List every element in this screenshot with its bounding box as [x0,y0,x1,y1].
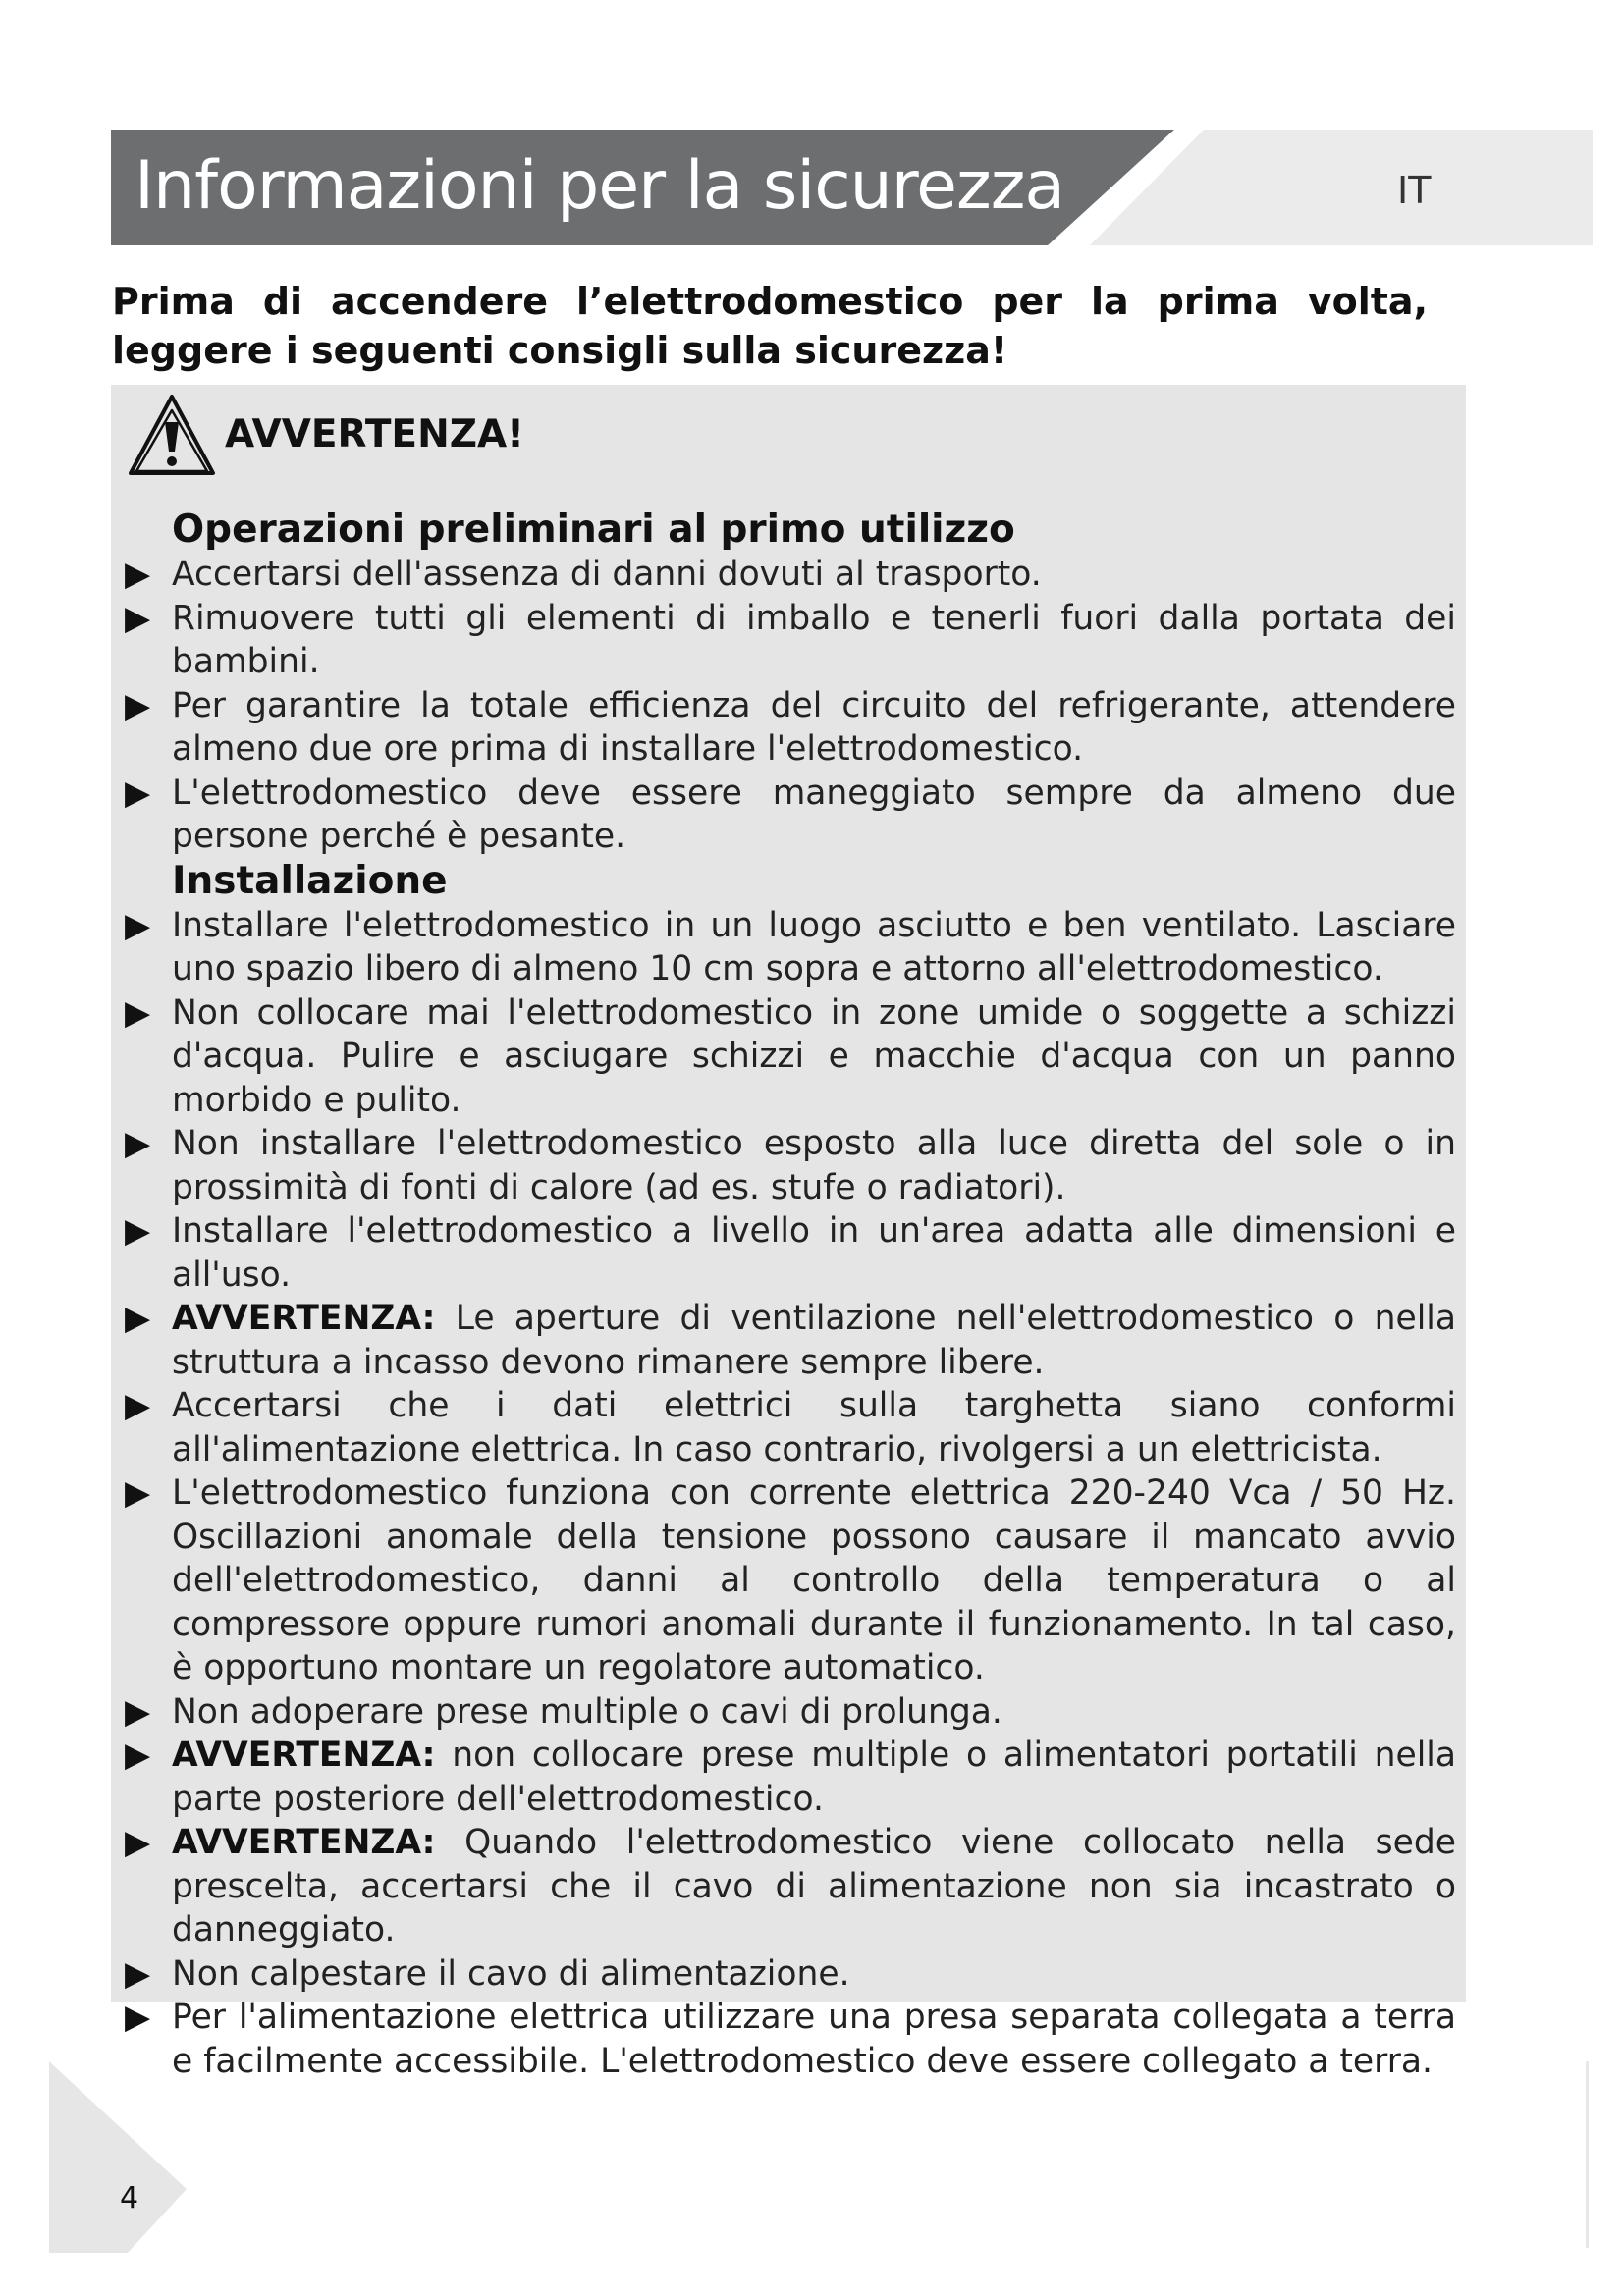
list-item [111,553,1466,597]
list-item [111,1471,1466,1690]
list-item-text: Non collocare mai l'elettrodomestico in zone umide o soggette a schizzi d'acqua. Pulire e asciugare schizzi e macchie d'acqua con un panno morbido e pulito. [172,992,1456,1120]
list-item [111,1690,1466,1735]
list-item-text: Non calpestare il cavo di alimentazione. [172,1953,850,1994]
triangle-bullet-icon: ▶ [125,1998,151,2037]
list-item [111,904,1466,991]
list-item [111,1952,1466,1997]
page-edge-line [1586,2061,1589,2248]
list-item-text: non collocare prese multiple o alimentatori portatili nella parte posteriore dell'elettrodomestico. [172,1735,1456,1819]
triangle-bullet-icon: ▶ [125,1823,151,1862]
warning-label: AVVERTENZA: [172,1735,436,1775]
triangle-bullet-icon: ▶ [125,1473,151,1513]
triangle-bullet-icon: ▶ [125,555,151,594]
list-item-text: Rimuovere tutti gli elementi di imballo e tenerli fuori dalla portata dei bambini. [172,598,1456,681]
list-item-text: Accertarsi dell'assenza di danni dovuti al trasporto. [172,555,1042,594]
safety-instructions [111,507,1466,2083]
list-item [111,991,1466,1123]
triangle-bullet-icon: ▶ [125,598,151,638]
warning-label: AVVERTENZA: [172,1823,436,1862]
triangle-bullet-icon: ▶ [125,992,151,1033]
intro-text: Prima di accendere l’elettrodomestico per la prima volta, leggere i seguenti consigli sulla sicurezza! [112,280,1428,372]
list-item [111,1734,1466,1821]
language-code: IT [1397,169,1432,212]
triangle-bullet-icon: ▶ [125,1953,151,1994]
section-list [111,904,1466,2084]
list-item [111,1209,1466,1297]
list-item-text: Per garantire la totale efficienza del circuito del refrigerante, attendere almeno due ore prima di installare l'elettrodomestico. [172,685,1456,769]
list-item-text: Non installare l'elettrodomestico esposto alla luce diretta del sole o in prossimità di fonti di calore (ad es. stufe o radiatori). [172,1124,1456,1207]
triangle-bullet-icon: ▶ [125,685,151,725]
list-item [111,1297,1466,1384]
list-item-text: Quando l'elettrodomestico viene collocato nella sede prescelta, accertarsi che il cavo di alimentazione non sia incastrato o danneggiato. [172,1823,1456,1949]
list-item-text: Per l'alimentazione elettrica utilizzare una presa separata collegata a terra e facilmente accessibile. L'elettrodomestico deve essere collegato a terra. [172,1998,1456,2081]
triangle-bullet-icon: ▶ [125,1299,151,1338]
list-item [111,772,1466,859]
warning-triangle-icon [125,391,219,481]
warning-panel [111,385,1466,2081]
list-item-text: Accertarsi che i dati elettrici sulla targhetta siano conformi all'alimentazione elettrica. In caso contrario, rivolgersi a un elettricista. [172,1386,1456,1469]
list-item-text: L'elettrodomestico deve essere maneggiato sempre da almeno due persone perché è pesante. [172,773,1456,856]
page-title: Informazioni per la sicurezza [135,147,1065,225]
list-item [111,597,1466,684]
list-item [111,684,1466,772]
page-number: 4 [120,2181,139,2216]
list-item-text: Installare l'elettrodomestico in un luogo asciutto e ben ventilato. Lasciare uno spazio libero di almeno 10 cm sopra e attorno all'elettrodomestico. [172,905,1456,988]
list-item [111,1122,1466,1209]
list-item [111,1384,1466,1471]
list-item-text: Le aperture di ventilazione nell'elettrodomestico o nella struttura a incasso devono rimanere sempre libere. [172,1299,1457,1382]
triangle-bullet-icon: ▶ [125,773,151,813]
triangle-bullet-icon: ▶ [125,1211,151,1251]
list-item-text: Non adoperare prese multiple o cavi di prolunga. [172,1691,1002,1732]
list-item-text: Installare l'elettrodomestico a livello in un'area adatta alle dimensioni e all'uso. [172,1211,1456,1295]
section-title: Operazioni preliminari al primo utilizzo [172,507,1015,552]
triangle-bullet-icon: ▶ [125,905,151,945]
list-item [111,1996,1466,2083]
list-item [111,1821,1466,1952]
section-title: Installazione [172,858,448,903]
triangle-bullet-icon: ▶ [125,1386,151,1425]
footer-corner-shape [0,2042,216,2296]
triangle-bullet-icon: ▶ [125,1735,151,1775]
warning-label: AVVERTENZA: [172,1299,436,1338]
section-list [111,553,1466,859]
triangle-bullet-icon: ▶ [125,1124,151,1163]
language-band [1090,130,1593,245]
triangle-bullet-icon: ▶ [125,1691,151,1732]
list-item-text: L'elettrodomestico funziona con corrente elettrica 220-240 Vca / 50 Hz. Oscillazioni anomale della tensione possono causare il mancato avvio dell'elettrodomestico, danni al controllo della temperatura o al compressore oppure rumori anomali durante il funzionamento. In tal caso, è opportuno montare un regolatore automatico. [172,1473,1456,1687]
warning-heading: AVVERTENZA! [225,412,524,456]
